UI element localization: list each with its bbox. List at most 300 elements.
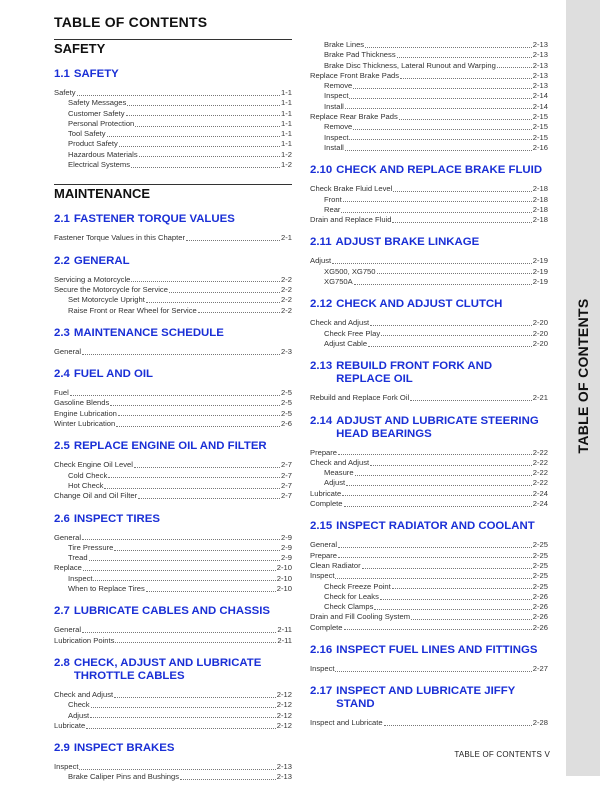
toc-entry[interactable] [54, 563, 292, 573]
dot-leader [392, 582, 532, 590]
toc-entry[interactable] [310, 602, 548, 612]
section-name: MAINTENANCE SCHEDULE [73, 326, 224, 339]
toc-entry[interactable] [54, 553, 292, 563]
toc-entry-page: 1-1 [281, 108, 292, 118]
section-title[interactable] [54, 657, 292, 683]
toc-section [310, 685, 548, 728]
dot-leader [138, 491, 280, 499]
toc-entry-page: 1-1 [281, 118, 292, 128]
toc-entry-text: Drain and Replace Fluid [310, 215, 392, 225]
toc-entry-page: 2-3 [281, 346, 292, 356]
toc-entry[interactable] [310, 50, 548, 60]
dot-leader [349, 133, 531, 141]
toc-entry[interactable] [310, 582, 548, 592]
toc-entry-page: 2-7 [281, 491, 292, 501]
toc-entry[interactable] [310, 540, 548, 550]
toc-entry-page: 2-15 [532, 132, 548, 142]
toc-entry-text: Check and Adjust [54, 689, 114, 699]
toc-entry[interactable] [54, 700, 292, 710]
toc-continued-entries [310, 40, 548, 153]
toc-section [54, 255, 292, 316]
toc-entry[interactable] [54, 98, 292, 108]
toc-entry-text: Inspect [324, 91, 349, 101]
dot-leader [114, 690, 276, 698]
toc-entry[interactable] [54, 772, 292, 782]
dot-leader [186, 233, 280, 241]
dot-leader [82, 533, 280, 541]
toc-entry-page: 2-12 [276, 700, 292, 710]
toc-entry-page: 2-9 [281, 542, 292, 552]
toc-entry-text: When to Replace Tires [68, 584, 145, 594]
toc-entry[interactable] [54, 409, 292, 419]
toc-section [310, 164, 548, 225]
toc-entry-text: Personal Protection [68, 118, 135, 128]
toc-entry[interactable] [54, 721, 292, 731]
toc-entry-page: 2-19 [532, 266, 548, 276]
toc-entry-page: 2-13 [532, 60, 548, 70]
toc-entry-text: Tool Safety [68, 129, 106, 139]
toc-entry-text: Tire Pressure [68, 542, 114, 552]
toc-entry-page: 2-11 [277, 625, 292, 635]
toc-entry-text: Brake Lines [324, 40, 365, 49]
toc-entry-text: Inspect and Lubricate [310, 718, 383, 728]
toc-entry-page: 2-7 [281, 460, 292, 470]
dot-leader [169, 285, 280, 293]
toc-entry[interactable] [54, 419, 292, 429]
toc-entry-text: Prepare [310, 447, 338, 457]
toc-entry-text: Electrical Systems [68, 160, 131, 170]
toc-entry[interactable] [310, 458, 548, 468]
section-number: 2.4 [54, 368, 70, 381]
section-title[interactable] [54, 255, 292, 268]
toc-entry-text: Remove [324, 122, 353, 132]
toc-entry[interactable] [310, 612, 548, 622]
toc-entry-text: Product Safety [68, 139, 118, 149]
toc-entry-page: 1-2 [281, 160, 292, 170]
dot-leader [397, 50, 532, 58]
toc-entry-page: 2-13 [532, 50, 548, 60]
toc-entry-text: Complete [310, 499, 343, 509]
toc-entry-text: Lubrication Points [54, 635, 115, 645]
toc-entry[interactable] [310, 393, 548, 403]
toc-entry-page: 2-2 [281, 295, 292, 305]
toc-entry-page: 2-18 [532, 215, 548, 225]
toc-entry[interactable] [54, 388, 292, 398]
toc-entry[interactable] [54, 88, 292, 98]
toc-entry[interactable] [54, 762, 292, 772]
toc-entry-text: General [54, 625, 82, 635]
dot-leader [344, 499, 532, 507]
toc-entry[interactable] [54, 574, 292, 584]
toc-entry-page: 1-1 [281, 98, 292, 108]
toc-entry[interactable] [310, 499, 548, 509]
toc-entry-page: 2-25 [532, 571, 548, 581]
part-heading: SAFETY [54, 39, 292, 56]
toc-section [54, 742, 292, 783]
toc-entry[interactable] [54, 306, 292, 316]
toc-entry-text: Prepare [310, 550, 338, 560]
toc-entry-text: Brake Caliper Pins and Bushings [68, 772, 180, 782]
toc-entry-page: 2-5 [281, 388, 292, 398]
dot-leader [119, 139, 280, 147]
toc-entry-page: 2-13 [276, 772, 292, 782]
toc-entry[interactable] [310, 623, 548, 633]
section-number: 2.15 [310, 520, 333, 533]
toc-entry-page: 2-20 [532, 338, 548, 348]
toc-entry-page: 2-22 [532, 468, 548, 478]
toc-entry[interactable] [54, 543, 292, 553]
section-title[interactable] [310, 360, 548, 386]
toc-entry-page: 2-15 [532, 122, 548, 132]
toc-entry[interactable] [54, 625, 292, 635]
toc-entry-text: Remove [324, 81, 353, 91]
toc-entry-page: 2-20 [532, 328, 548, 338]
toc-entry-page: 2-5 [281, 398, 292, 408]
toc-entry-text: General [54, 532, 82, 542]
dot-leader [146, 295, 280, 303]
toc-entry-page: 2-25 [532, 581, 548, 591]
dot-leader [126, 109, 280, 117]
toc-entry-text: Hot Check [68, 480, 104, 490]
toc-entry-text: Cold Check [68, 470, 108, 480]
toc-entry[interactable] [54, 690, 292, 700]
toc-entry[interactable] [54, 398, 292, 408]
toc-entry-text: Brake Pad Thickness [324, 50, 396, 60]
toc-entry-page: 2-26 [532, 612, 548, 622]
dot-leader [114, 543, 280, 551]
toc-section [54, 657, 292, 731]
toc-entry[interactable] [310, 468, 548, 478]
toc-entry-text: Change Oil and Oil Filter [54, 491, 138, 501]
toc-entry[interactable] [310, 112, 548, 122]
toc-entry-text: Safety Messages [68, 98, 127, 108]
dot-leader [332, 256, 532, 264]
toc-entry-page: 1-1 [281, 129, 292, 139]
toc-entry-text: Secure the Motorcycle for Service [54, 284, 168, 294]
section-title[interactable] [54, 68, 292, 81]
toc-entry-page: 1-2 [281, 149, 292, 159]
toc-entry-page: 2-1 [281, 233, 292, 243]
section-name: REPLACE ENGINE OIL AND FILTER [73, 440, 267, 453]
dot-leader [345, 143, 532, 151]
toc-entry-text: Adjust [68, 710, 90, 720]
toc-entry[interactable] [54, 233, 292, 243]
toc-entry-text: XG500, XG750 [324, 266, 376, 276]
toc-entry-text: Rebuild and Replace Fork Oil [310, 393, 410, 403]
section-number: 2.9 [54, 742, 70, 755]
toc-entry-text: Replace Front Brake Pads [310, 70, 400, 80]
dot-leader [393, 184, 531, 192]
toc-entry[interactable] [54, 160, 292, 170]
toc-entry[interactable] [54, 119, 292, 129]
dot-leader [115, 636, 276, 644]
toc-entry[interactable] [310, 205, 548, 215]
toc-entry-text: Set Motorcycle Upright [68, 295, 145, 305]
toc-entry-text: Replace Rear Brake Pads [310, 112, 398, 122]
section-name: INSPECT BRAKES [73, 742, 175, 755]
dot-leader [131, 160, 280, 168]
section-title[interactable] [310, 520, 548, 533]
section-title[interactable] [310, 644, 548, 657]
toc-entry-text: Check and Adjust [310, 318, 370, 328]
toc-entry-text: Inspect [68, 573, 93, 583]
toc-entry-page: 2-28 [532, 718, 548, 728]
toc-entry-text: General [310, 540, 338, 550]
toc-entry[interactable] [310, 561, 548, 571]
side-tab-label: TABLE OF CONTENTS [575, 298, 591, 454]
section-title[interactable] [54, 327, 292, 340]
toc-entry[interactable] [310, 133, 548, 143]
toc-entry[interactable] [310, 448, 548, 458]
dot-leader [180, 772, 276, 780]
toc-entry-page: 2-20 [532, 318, 548, 328]
toc-entry[interactable] [54, 636, 292, 646]
toc-entry[interactable] [310, 329, 548, 339]
toc-entry-page: 2-24 [532, 488, 548, 498]
dot-leader [353, 81, 532, 89]
toc-entry-page: 2-14 [532, 101, 548, 111]
toc-entry[interactable] [54, 481, 292, 491]
toc-section [54, 440, 292, 501]
toc-entry-text: Measure [324, 468, 354, 478]
toc-entry-page: 2-9 [281, 553, 292, 563]
toc-section [54, 213, 292, 243]
dot-leader [82, 347, 280, 355]
page-title: TABLE OF CONTENTS [54, 14, 208, 30]
toc-entry[interactable] [54, 711, 292, 721]
toc-entry[interactable] [310, 143, 548, 153]
toc-entry-text: Inspect [310, 571, 335, 581]
toc-entry[interactable] [54, 285, 292, 295]
section-title[interactable] [310, 236, 548, 249]
toc-entry[interactable] [310, 122, 548, 132]
section-title[interactable] [54, 605, 292, 618]
section-number: 2.12 [310, 298, 333, 311]
toc-entry[interactable] [54, 491, 292, 501]
dot-leader [354, 277, 532, 285]
toc-entry-page: 2-10 [276, 563, 292, 573]
dot-leader [198, 306, 280, 314]
dot-leader [346, 478, 532, 486]
toc-entry-page: 2-12 [276, 710, 292, 720]
section-name: CHECK AND ADJUST CLUTCH [336, 298, 503, 311]
toc-entry-page: 2-13 [532, 40, 548, 49]
toc-section [310, 298, 548, 349]
toc-entry-page: 2-2 [281, 274, 292, 284]
toc-entry-text: Rear [324, 204, 341, 214]
toc-entry-text: Check Engine Oil Level [54, 460, 133, 470]
toc-entry-text: Check Brake Fluid Level [310, 184, 393, 194]
toc-entry[interactable] [54, 109, 292, 119]
toc-entry[interactable] [54, 460, 292, 470]
toc-entry[interactable] [54, 533, 292, 543]
toc-entry-text: Fastener Torque Values in this Chapter [54, 233, 185, 243]
toc-entry-page: 2-15 [532, 112, 548, 122]
dot-leader [79, 762, 275, 770]
toc-entry-page: 2-18 [532, 204, 548, 214]
toc-entry-text: Check for Leaks [324, 591, 379, 601]
toc-section [310, 644, 548, 674]
toc-entry-page: 2-22 [532, 447, 548, 457]
toc-entry-text: Lubricate [310, 488, 342, 498]
toc-entry-page: 1-1 [281, 139, 292, 149]
dot-leader [91, 700, 276, 708]
dot-leader [399, 112, 532, 120]
toc-entry-text: Lubricate [54, 720, 86, 730]
toc-entry[interactable] [310, 318, 548, 328]
toc-entry[interactable] [310, 277, 548, 287]
section-title[interactable] [54, 513, 292, 526]
dot-leader [83, 563, 276, 571]
toc-entry-text: Adjust Cable [324, 338, 368, 348]
section-name: CHECK, ADJUST AND LUBRICATE THROTTLE CABLES [73, 656, 262, 682]
toc-entry-text: XG750A [324, 277, 353, 287]
dot-leader [497, 61, 532, 69]
toc-entry[interactable] [310, 339, 548, 349]
toc-entry-text: Hazardous Materials [68, 149, 138, 159]
toc-entry-text: Adjust [310, 256, 332, 266]
page-footer: TABLE OF CONTENTS V [454, 750, 550, 759]
dot-leader [116, 419, 280, 427]
dot-leader [365, 40, 532, 48]
toc-entry[interactable] [310, 40, 548, 50]
dot-leader [127, 98, 280, 106]
dot-leader [374, 602, 531, 610]
toc-entry[interactable] [310, 592, 548, 602]
toc-entry[interactable] [310, 184, 548, 194]
toc-entry[interactable] [310, 215, 548, 225]
section-title[interactable] [54, 368, 292, 381]
toc-entry[interactable] [310, 718, 548, 728]
toc-entry-text: Install [324, 101, 344, 111]
section-name: ADJUST AND LUBRICATE STEERING HEAD BEARINGS [336, 414, 539, 440]
toc-section [54, 68, 292, 170]
section-number: 2.3 [54, 326, 70, 339]
dot-leader [342, 489, 532, 497]
toc-entry[interactable] [310, 256, 548, 266]
section-title[interactable] [310, 298, 548, 311]
dot-leader [134, 460, 280, 468]
dot-leader [82, 625, 276, 633]
toc-entry-page: 1-1 [281, 88, 292, 97]
toc-entry-page: 2-25 [532, 550, 548, 560]
section-title[interactable] [310, 685, 548, 711]
toc-entry[interactable] [310, 267, 548, 277]
toc-entry-page: 2-13 [532, 81, 548, 91]
toc-entry-page: 2-27 [532, 663, 548, 673]
toc-entry-page: 2-6 [281, 419, 292, 429]
section-number: 2.17 [310, 685, 333, 698]
section-number: 1.1 [54, 68, 70, 80]
toc-entry-text: Winter Lubrication [54, 419, 116, 429]
toc-entry[interactable] [310, 551, 548, 561]
dot-leader [77, 88, 280, 96]
toc-entry-text: Replace [54, 563, 82, 573]
toc-entry-text: Servicing a Motorcycle [54, 274, 131, 284]
dot-leader [370, 458, 532, 466]
toc-entry[interactable] [54, 150, 292, 160]
toc-entry[interactable] [310, 91, 548, 101]
toc-entry-page: 2-18 [532, 194, 548, 204]
toc-entry-page: 2-24 [532, 499, 548, 509]
toc-entry-text: Inspect [310, 663, 335, 673]
toc-entry[interactable] [310, 571, 548, 581]
section-title[interactable] [54, 742, 292, 755]
dot-leader [118, 409, 280, 417]
section-number: 2.7 [54, 605, 70, 618]
toc-entry-page: 2-26 [532, 602, 548, 612]
dot-leader [411, 612, 532, 620]
dot-leader [400, 71, 532, 79]
section-title[interactable] [54, 440, 292, 453]
toc-entry-page: 2-26 [532, 622, 548, 632]
toc-entry-page: 2-11 [277, 635, 292, 645]
dot-leader [146, 584, 276, 592]
toc-entry[interactable] [54, 129, 292, 139]
dot-leader [139, 150, 280, 158]
toc-entry[interactable] [54, 275, 292, 285]
toc-entry[interactable] [54, 295, 292, 305]
dot-leader [338, 540, 532, 548]
toc-entry-text: Drain and Fill Cooling System [310, 612, 411, 622]
toc-section [54, 513, 292, 595]
toc-entry-page: 2-9 [281, 532, 292, 542]
toc-entry-text: Safety [54, 88, 76, 97]
section-number: 2.6 [54, 512, 70, 525]
toc-entry[interactable] [310, 81, 548, 91]
toc-entry-page: 2-10 [276, 573, 292, 583]
toc-entry-page: 2-22 [532, 457, 548, 467]
section-name: ADJUST BRAKE LINKAGE [335, 236, 480, 249]
dot-leader [335, 664, 531, 672]
dot-leader [355, 468, 532, 476]
toc-entry[interactable] [310, 71, 548, 81]
dot-leader [70, 388, 280, 396]
toc-entry-text: Front [324, 194, 342, 204]
toc-entry[interactable] [310, 195, 548, 205]
toc-entry[interactable] [54, 139, 292, 149]
dot-leader [368, 339, 532, 347]
toc-entry-page: 2-2 [281, 284, 292, 294]
toc-entry-text: Complete [310, 622, 343, 632]
toc-section [310, 520, 548, 633]
section-number: 2.14 [310, 414, 333, 427]
toc-section [310, 360, 548, 403]
toc-entry-page: 2-7 [281, 480, 292, 490]
section-title[interactable] [54, 213, 292, 226]
dot-leader [107, 129, 280, 137]
section-title[interactable] [310, 164, 548, 177]
toc-entry[interactable] [54, 471, 292, 481]
dot-leader [410, 393, 532, 401]
toc-entry-text: General [54, 346, 82, 356]
toc-entry[interactable] [310, 489, 548, 499]
toc-entry[interactable] [54, 347, 292, 357]
toc-entry[interactable] [310, 664, 548, 674]
toc-entry[interactable] [54, 584, 292, 594]
section-number: 2.2 [54, 254, 70, 267]
toc-entry[interactable] [310, 61, 548, 71]
section-name: INSPECT TIRES [73, 512, 160, 525]
toc-entry[interactable] [310, 478, 548, 488]
toc-section [54, 327, 292, 357]
toc-entry-text: Fuel [54, 388, 69, 398]
toc-entry[interactable] [310, 102, 548, 112]
section-name: GENERAL [73, 254, 130, 267]
toc-entry-page: 2-5 [281, 408, 292, 418]
section-title[interactable] [310, 415, 548, 441]
section-name: CHECK AND REPLACE BRAKE FLUID [336, 164, 543, 177]
